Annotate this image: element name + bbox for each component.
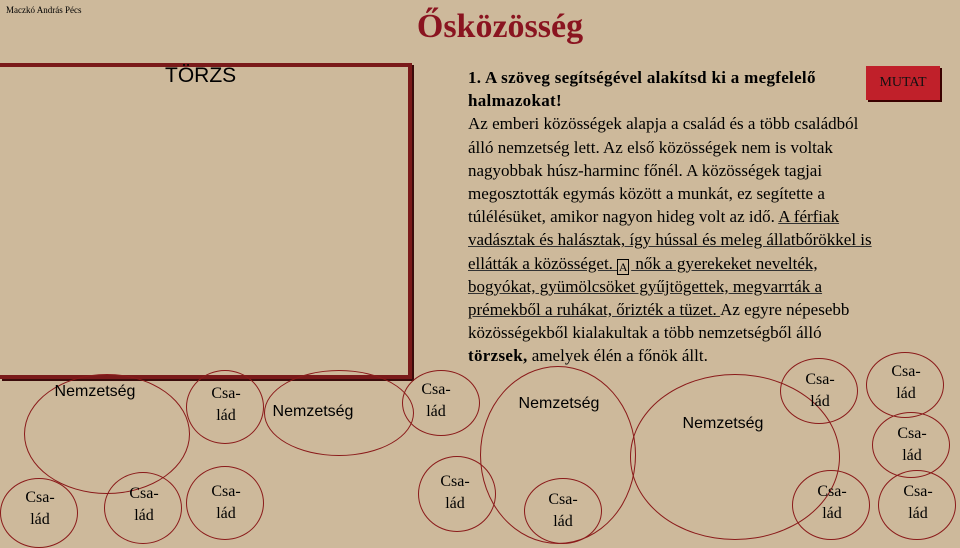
text-line: közösségekből kialakultak a több nemzetségből álló — [468, 323, 822, 343]
nemzetseg-ellipse[interactable] — [24, 374, 190, 494]
text-line: álló nemzetség lett. Az első közösségek nem is voltak — [468, 137, 833, 157]
text-line-underlined: vadásztak és halásztak, így hússal és meleg állatbőrökkel is — [468, 230, 872, 250]
csalad-ellipse[interactable] — [104, 472, 182, 544]
text-segment-underlined: prémekből a ruhákat, őrizték a tüzet. — [468, 300, 721, 320]
task-instruction-line2: halmazokat! — [468, 91, 562, 111]
csalad-ellipse[interactable] — [186, 466, 264, 540]
csalad-label: Csa- lád — [903, 483, 933, 522]
csalad-ellipse[interactable] — [792, 470, 870, 540]
nemzetseg-ellipse[interactable] — [264, 370, 414, 456]
text-line — [468, 298, 948, 321]
text-line: Az emberi közösségek alapja a család és a több családból — [468, 114, 859, 134]
text-segment-underlined: A férfiak — [778, 207, 840, 227]
csalad-ellipse[interactable] — [186, 370, 264, 444]
text-segment: amelyek élén a főnök állt. — [527, 346, 708, 366]
torzs-box-title: TÖRZS — [165, 64, 237, 87]
text-line: nagyobbak húsz-harminc főnél. A közösségek tagjai — [468, 160, 823, 180]
task-text — [468, 66, 948, 368]
csalad-ellipse[interactable] — [780, 358, 858, 424]
csalad-ellipse[interactable] — [0, 478, 78, 548]
nemzetseg-label: Nemzetség — [272, 403, 354, 420]
author-credit: Maczkó András Pécs — [6, 5, 82, 15]
csalad-label: Csa- lád — [421, 381, 451, 420]
csalad-label: Csa- lád — [805, 371, 835, 410]
csalad-label: Csa- lád — [25, 489, 55, 528]
torzs-drop-box[interactable] — [0, 63, 412, 379]
slide-title: Ősközösség — [416, 8, 584, 45]
mutat-button[interactable]: MUTAT — [866, 66, 940, 100]
csalad-label: Csa- lád — [211, 385, 241, 424]
text-line-underlined — [468, 252, 948, 275]
text-line-underlined: bogyókat, gyümölcsöket gyűjtögettek, megvarrták a — [468, 276, 823, 296]
csalad-ellipse[interactable] — [524, 478, 602, 544]
csalad-label: Csa- lád — [129, 485, 159, 524]
nemzetseg-label: Nemzetség — [518, 395, 600, 412]
csalad-ellipse[interactable] — [872, 412, 950, 478]
text-segment: nők a gyerekeket nevelték, — [631, 253, 818, 273]
csalad-label: Csa- lád — [440, 473, 470, 512]
csalad-label: Csa- lád — [548, 491, 578, 530]
csalad-label: Csa- lád — [817, 483, 847, 522]
text-line — [468, 205, 948, 228]
csalad-label: Csa- lád — [891, 363, 921, 402]
csalad-label: Csa- lád — [897, 425, 927, 464]
csalad-ellipse[interactable] — [878, 470, 956, 540]
csalad-ellipse[interactable] — [866, 352, 944, 418]
nemzetseg-label: Nemzetség — [682, 415, 764, 432]
text-segment: Az egyre népesebb — [720, 300, 850, 320]
checkbox-icon[interactable]: A — [618, 259, 628, 274]
text-segment: ellátták a közösséget. — [468, 253, 618, 273]
text-segment-bold: törzsek, — [468, 346, 528, 366]
text-line: megosztották egymás között a munkát, ez segítette a — [468, 184, 825, 204]
nemzetseg-label: Nemzetség — [54, 383, 136, 400]
csalad-ellipse[interactable] — [402, 370, 480, 436]
csalad-label: Csa- lád — [211, 483, 241, 522]
task-instruction-line1: 1. A szöveg segítségével alakítsd ki a megfelelő — [468, 68, 816, 87]
text-segment: túlélésüket, amikor nagyon hideg volt az idő. — [468, 207, 779, 227]
